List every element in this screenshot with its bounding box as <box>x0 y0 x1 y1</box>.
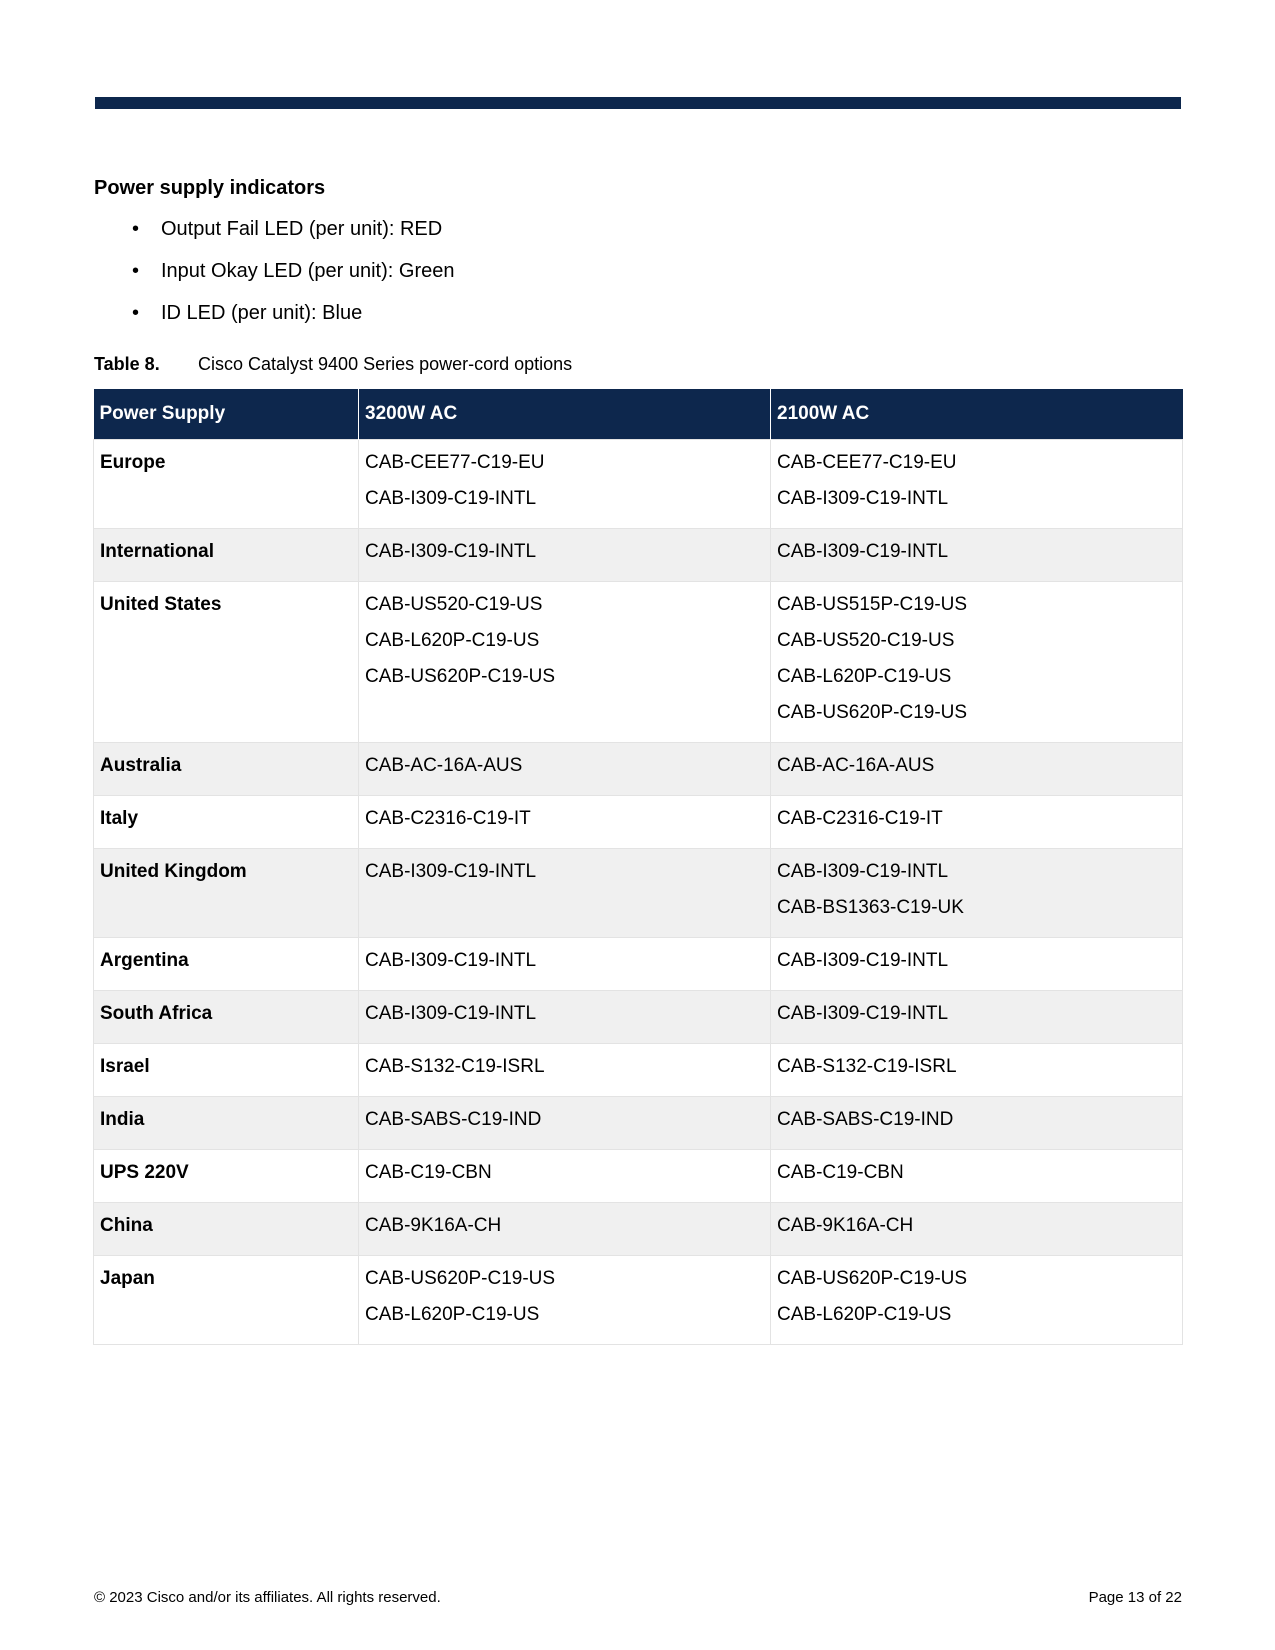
cord-cell-3200w <box>359 582 771 743</box>
cord-part-number: CAB-L620P-C19-US <box>365 630 540 651</box>
cord-part-number: CAB-S132-C19-ISRL <box>365 1056 545 1077</box>
cord-cell-3200w <box>359 1203 771 1256</box>
table-row <box>94 1097 1183 1150</box>
list-item <box>94 214 454 256</box>
table-row <box>94 849 1183 938</box>
region-label: South Africa <box>100 1003 213 1024</box>
cord-part-number: CAB-I309-C19-INTL <box>777 541 949 562</box>
cord-part-number: CAB-CEE77-C19-EU <box>777 452 957 473</box>
cord-part-number: CAB-I309-C19-INTL <box>365 488 537 509</box>
table-caption <box>94 354 572 375</box>
page-number: Page 13 of 22 <box>1088 1589 1182 1606</box>
table-row <box>94 1203 1183 1256</box>
region-cell <box>94 938 359 991</box>
top-rule-bar <box>95 97 1181 109</box>
cord-cell-3200w <box>359 1256 771 1345</box>
region-label: Europe <box>100 452 166 473</box>
header-power-supply: Power Supply <box>94 389 359 440</box>
cord-cell-2100w <box>771 529 1183 582</box>
cord-cell-3200w <box>359 991 771 1044</box>
cord-cell-3200w <box>359 440 771 529</box>
cord-cell-2100w <box>771 440 1183 529</box>
cord-part-number: CAB-L620P-C19-US <box>777 666 952 687</box>
region-label: Italy <box>100 808 139 829</box>
cord-part-number: CAB-I309-C19-INTL <box>777 861 949 882</box>
cord-cell-2100w <box>771 582 1183 743</box>
table-row <box>94 1150 1183 1203</box>
region-cell <box>94 991 359 1044</box>
cord-part-number: CAB-I309-C19-INTL <box>365 861 537 882</box>
cord-part-number: CAB-US620P-C19-US <box>365 1268 556 1289</box>
cord-part-number: CAB-AC-16A-AUS <box>365 755 523 776</box>
table-row <box>94 743 1183 796</box>
region-label: Japan <box>100 1268 155 1289</box>
list-item <box>94 298 454 340</box>
cord-cell-2100w <box>771 796 1183 849</box>
cord-part-number: CAB-9K16A-CH <box>365 1215 502 1236</box>
region-cell <box>94 1044 359 1097</box>
cord-cell-3200w <box>359 1097 771 1150</box>
bullet-icon: • <box>132 260 140 282</box>
cord-part-number: CAB-SABS-C19-IND <box>777 1109 954 1130</box>
cord-cell-2100w <box>771 991 1183 1044</box>
region-label: Argentina <box>100 950 189 971</box>
cord-cell-2100w <box>771 1203 1183 1256</box>
region-label: International <box>100 541 215 562</box>
cord-part-number: CAB-C19-CBN <box>365 1162 492 1183</box>
cord-cell-2100w <box>771 1044 1183 1097</box>
cord-part-number: CAB-C19-CBN <box>777 1162 904 1183</box>
cord-cell-2100w <box>771 743 1183 796</box>
region-cell <box>94 1203 359 1256</box>
cord-part-number: CAB-CEE77-C19-EU <box>365 452 545 473</box>
header-2100w-ac: 2100W AC <box>771 389 1183 440</box>
region-label: China <box>100 1215 153 1236</box>
cord-part-number: CAB-I309-C19-INTL <box>365 541 537 562</box>
cord-cell-3200w <box>359 743 771 796</box>
cord-cell-2100w <box>771 1150 1183 1203</box>
region-cell <box>94 582 359 743</box>
cord-part-number: CAB-BS1363-C19-UK <box>777 897 964 918</box>
cord-part-number: CAB-US620P-C19-US <box>777 1268 968 1289</box>
bullet-icon: • <box>132 218 140 240</box>
region-cell <box>94 1150 359 1203</box>
table-row <box>94 991 1183 1044</box>
cord-part-number: CAB-US515P-C19-US <box>777 594 968 615</box>
region-label: India <box>100 1109 145 1130</box>
cord-cell-2100w <box>771 849 1183 938</box>
list-item-text: ID LED (per unit): Blue <box>161 302 363 324</box>
region-cell <box>94 796 359 849</box>
cord-part-number: CAB-C2316-C19-IT <box>365 808 531 829</box>
cord-part-number: CAB-I309-C19-INTL <box>365 1003 537 1024</box>
cord-part-number: CAB-S132-C19-ISRL <box>777 1056 957 1077</box>
cord-cell-3200w <box>359 1150 771 1203</box>
cord-part-number: CAB-I309-C19-INTL <box>777 1003 949 1024</box>
region-label: Israel <box>100 1056 150 1077</box>
cord-cell-3200w <box>359 529 771 582</box>
table-row <box>94 582 1183 743</box>
cord-cell-3200w <box>359 938 771 991</box>
cord-part-number: CAB-US620P-C19-US <box>777 702 968 723</box>
cord-cell-2100w <box>771 1097 1183 1150</box>
cord-part-number: CAB-I309-C19-INTL <box>365 950 537 971</box>
header-3200w-ac: 3200W AC <box>359 389 771 440</box>
cord-part-number: CAB-9K16A-CH <box>777 1215 914 1236</box>
region-label: United States <box>100 594 222 615</box>
table-row <box>94 938 1183 991</box>
cord-part-number: CAB-US520-C19-US <box>777 630 955 651</box>
table-header-row <box>94 389 1183 440</box>
cord-part-number: CAB-L620P-C19-US <box>365 1304 540 1325</box>
table-number: Table 8. <box>94 354 160 374</box>
region-cell <box>94 1097 359 1150</box>
table-title: Cisco Catalyst 9400 Series power-cord options <box>198 354 573 374</box>
table-row <box>94 440 1183 529</box>
region-cell <box>94 743 359 796</box>
cord-cell-3200w <box>359 796 771 849</box>
table-row <box>94 1044 1183 1097</box>
region-label: Australia <box>100 755 182 776</box>
cord-part-number: CAB-AC-16A-AUS <box>777 755 935 776</box>
cord-part-number: CAB-SABS-C19-IND <box>365 1109 542 1130</box>
region-label: UPS 220V <box>100 1162 189 1183</box>
table-body <box>94 440 1183 1345</box>
list-item-text: Input Okay LED (per unit): Green <box>161 260 455 282</box>
list-item-text: Output Fail LED (per unit): RED <box>161 218 443 240</box>
cord-cell-2100w <box>771 938 1183 991</box>
section-heading: Power supply indicators <box>94 177 326 199</box>
region-cell <box>94 529 359 582</box>
table-row <box>94 1256 1183 1345</box>
cord-part-number: CAB-I309-C19-INTL <box>777 488 949 509</box>
cord-part-number: CAB-US620P-C19-US <box>365 666 556 687</box>
region-cell <box>94 1256 359 1345</box>
cord-cell-3200w <box>359 849 771 938</box>
table-row <box>94 796 1183 849</box>
cord-cell-3200w <box>359 1044 771 1097</box>
table-row <box>94 529 1183 582</box>
list-item <box>94 256 454 298</box>
bullet-icon: • <box>132 302 140 324</box>
region-cell <box>94 849 359 938</box>
power-cord-table <box>93 389 1183 1345</box>
cord-part-number: CAB-C2316-C19-IT <box>777 808 943 829</box>
copyright-text: © 2023 Cisco and/or its affiliates. All rights reserved. <box>94 1589 441 1606</box>
power-cord-table-wrapper <box>93 389 1182 1345</box>
region-cell <box>94 440 359 529</box>
cord-part-number: CAB-L620P-C19-US <box>777 1304 952 1325</box>
indicator-list <box>94 214 454 340</box>
cord-part-number: CAB-I309-C19-INTL <box>777 950 949 971</box>
cord-cell-2100w <box>771 1256 1183 1345</box>
cord-part-number: CAB-US520-C19-US <box>365 594 543 615</box>
region-label: United Kingdom <box>100 861 247 882</box>
